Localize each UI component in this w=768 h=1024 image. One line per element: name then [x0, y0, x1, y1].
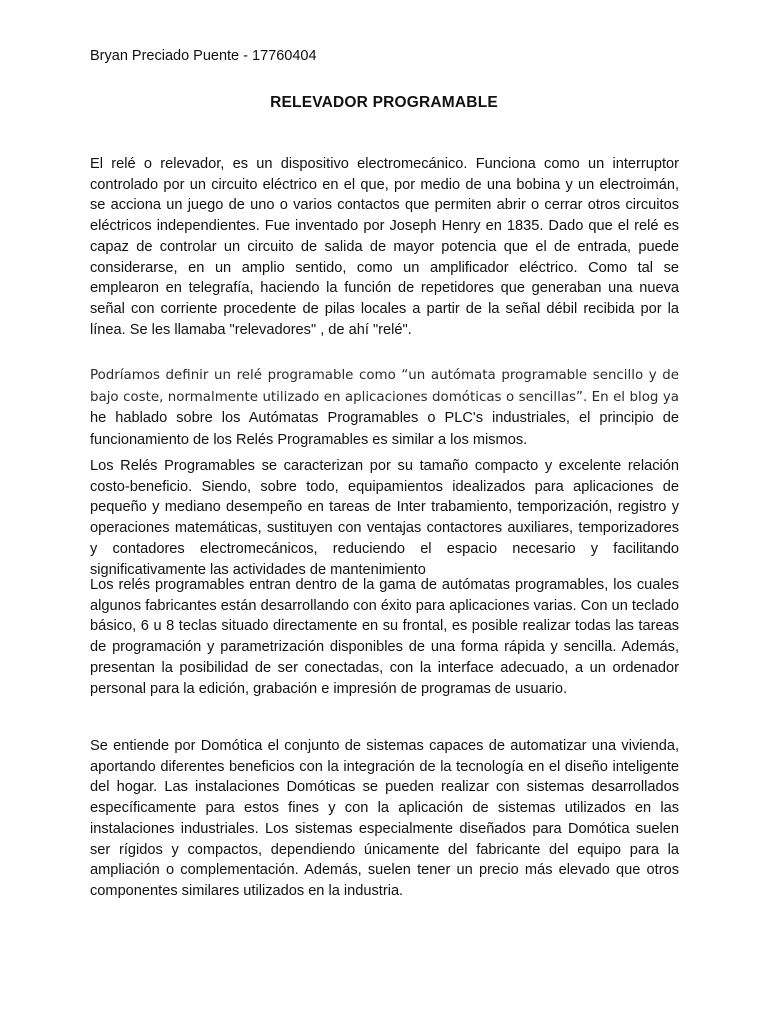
paragraph-automata-range: Los relés programables entran dentro de la gama de autómatas programables, los cuales algunos fabricantes están desarrollando con éxito para aplicaciones varias. Con un teclado básico, 6 u 8 teclas situado directamente en su frontal, es posible realizar todas las tareas de programación y parametrización disponibles de una forma rápida y sencilla. Además, presentan la posibilidad de ser conectadas, con la interface adecuado, a un ordenador personal para la edición, grabación e impresión de programas de usuario.	[90, 577, 679, 697]
page-title: RELEVADOR PROGRAMABLE	[270, 94, 498, 111]
quoted-definition: Podríamos definir un relé programable como “un autómata programable sencillo y de bajo coste, normalmente utilizado en aplicaciones domóticas o sencillas”. En el blog ya	[90, 368, 679, 405]
author-line: Bryan Preciado Puente - 17760404	[90, 48, 317, 64]
paragraph-programmable-relay	[90, 365, 679, 451]
paragraph-relay-definition: El relé o relevador, es un dispositivo electromecánico. Funciona como un interruptor controlado por un circuito eléctrico en el que, por medio de una bobina y un electroimán, se acciona un juego de uno o varios contactos que permiten abrir o cerrar otros circuitos eléctricos independientes. Fue inventado por Joseph Henry en 1835. Dado que el relé es capaz de controlar un circuito de salida de mayor potencia que el de entrada, puede considerarse, en un amplio sentido, como un amplificador eléctrico. Como tal se emplearon en telegrafía, haciendo la función de repetidores que generaban una nueva señal con corriente procedente de pilas locales a partir de la señal débil recibida por la línea. Se les llamaba "relevadores" , de ahí "relé".	[90, 156, 679, 338]
paragraph-continuation: he hablado sobre los Autómatas Programables o PLC's industriales, el principio de funcionamiento de los Relés Programables es similar a los mismos.	[90, 410, 679, 448]
paragraph-characteristics: Los Relés Programables se caracterizan por su tamaño compacto y excelente relación costo-beneficio. Siendo, sobre todo, equipamientos idealizados para aplicaciones de pequeño y mediano desempeño en tareas de Inter trabamiento, temporización, registro y operaciones matemáticas, sustituyen con ventajas contactores auxiliares, temporizadores y contadores electromecánicos, reduciendo el espacio necesario y facilitando significativamente las actividades de mantenimiento	[90, 458, 679, 578]
paragraph-domotics: Se entiende por Domótica el conjunto de sistemas capaces de automatizar una vivienda, aportando diferentes beneficios con la integración de la tecnología en el diseño inteligente del hogar. Las instalaciones Domóticas se pueden realizar con sistemas desarrollados específicamente para estos fines y con la aplicación de sistemas utilizados en las instalaciones industriales. Los sistemas especialmente diseñados para Domótica suelen ser rígidos y compactos, dependiendo únicamente del fabricante del equipo para la ampliación o complementación. Además, suelen tener un precio más elevado que otros componentes similares utilizados en la industria.	[90, 738, 679, 899]
